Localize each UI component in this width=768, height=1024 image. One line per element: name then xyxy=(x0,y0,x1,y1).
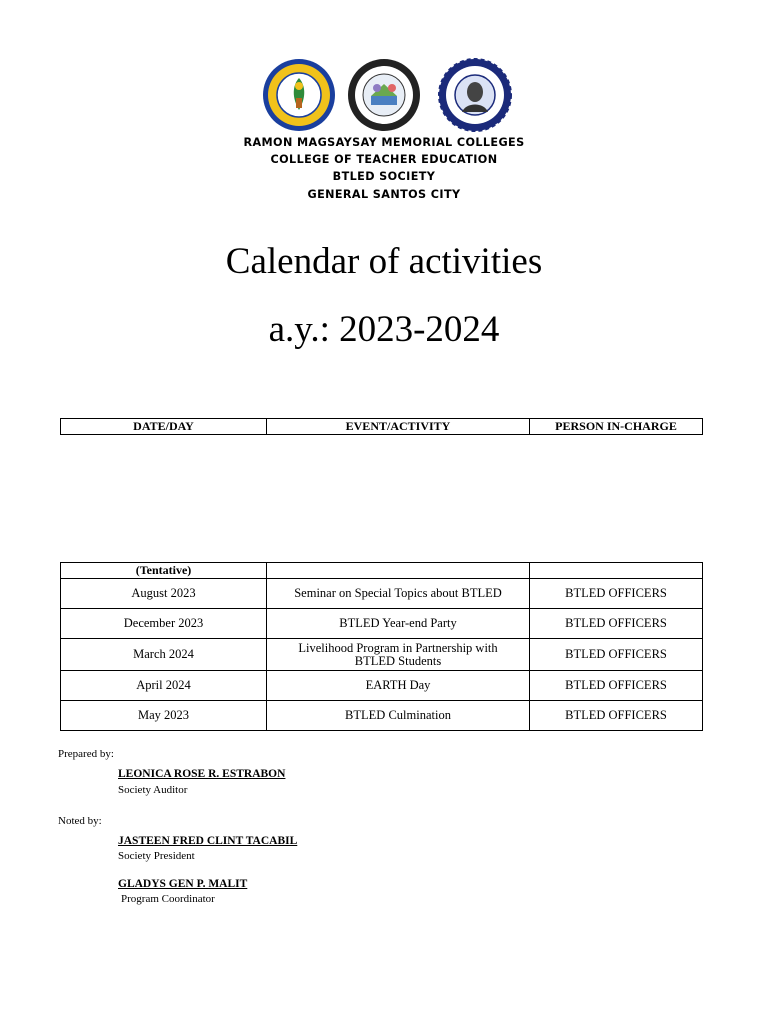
activities-table xyxy=(60,562,703,731)
row-date: May 2023 xyxy=(61,701,267,731)
ramon-magsaysay-memorial-colleges-seal-icon xyxy=(438,58,512,132)
table-header-row xyxy=(61,419,703,435)
document-title: Calendar of activities xyxy=(225,241,543,282)
row-person: BTLED OFFICERS xyxy=(530,671,703,701)
prepared-by-role: Society Auditor xyxy=(118,784,188,796)
society-name: BTLED SOCIETY xyxy=(332,170,436,183)
institution-name: RAMON MAGSAYSAY MEMORIAL COLLEGES xyxy=(243,136,525,149)
row-event: Livelihood Program in Partnership with BTLED Students xyxy=(267,639,530,671)
empty-cell xyxy=(267,563,530,579)
row-person: BTLED OFFICERS xyxy=(530,579,703,609)
noted-by-name-1: JASTEEN FRED CLINT TACABIL xyxy=(118,835,298,847)
table-row xyxy=(61,701,703,731)
college-of-teacher-education-seal-icon xyxy=(262,58,336,132)
header-person: PERSON IN-CHARGE xyxy=(530,419,703,435)
tentative-row xyxy=(61,563,703,579)
noted-by-label: Noted by: xyxy=(58,815,102,827)
table-row xyxy=(61,671,703,701)
row-date: December 2023 xyxy=(61,609,267,639)
row-person: BTLED OFFICERS xyxy=(530,701,703,731)
row-date: March 2024 xyxy=(61,639,267,671)
row-event: Seminar on Special Topics about BTLED xyxy=(267,579,530,609)
row-event: EARTH Day xyxy=(267,671,530,701)
prepared-by-label: Prepared by: xyxy=(58,748,114,760)
row-event: BTLED Year-end Party xyxy=(267,609,530,639)
table-row xyxy=(61,639,703,671)
header-date: DATE/DAY xyxy=(61,419,267,435)
table-row xyxy=(61,579,703,609)
tentative-label: (Tentative) xyxy=(61,563,267,579)
row-person: BTLED OFFICERS xyxy=(530,639,703,671)
row-date: April 2024 xyxy=(61,671,267,701)
row-date: August 2023 xyxy=(61,579,267,609)
college-name: COLLEGE OF TEACHER EDUCATION xyxy=(270,153,498,166)
city-name: GENERAL SANTOS CITY xyxy=(307,188,461,201)
table-row xyxy=(61,609,703,639)
noted-by-name-2: GLADYS GEN P. MALIT xyxy=(118,878,248,890)
noted-by-role-2: Program Coordinator xyxy=(121,893,215,905)
noted-by-role-1: Society President xyxy=(118,850,195,862)
header-event: EVENT/ACTIVITY xyxy=(267,419,530,435)
btled-society-seal-icon xyxy=(347,58,421,132)
logo-row xyxy=(0,58,768,134)
header-table xyxy=(60,418,703,435)
empty-cell xyxy=(530,563,703,579)
prepared-by-name: LEONICA ROSE R. ESTRABON xyxy=(118,768,286,780)
row-event: BTLED Culmination xyxy=(267,701,530,731)
academic-year: a.y.: 2023-2024 xyxy=(268,309,500,350)
row-person: BTLED OFFICERS xyxy=(530,609,703,639)
